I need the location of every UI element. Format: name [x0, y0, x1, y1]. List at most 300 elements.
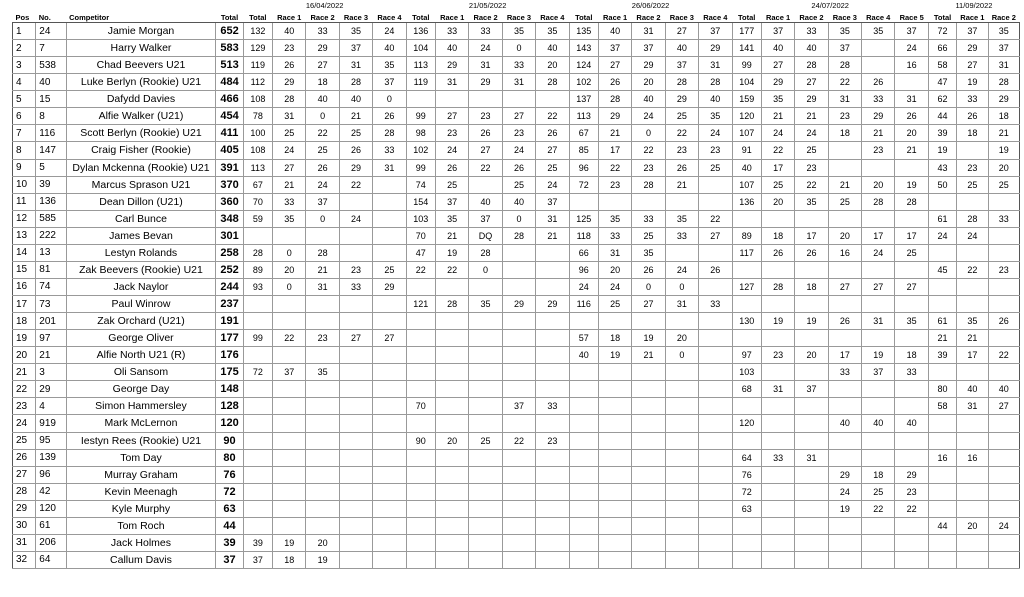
race-cell: 24	[699, 125, 732, 142]
table-row	[13, 398, 1020, 415]
race-cell: 40	[373, 40, 406, 57]
column-header: Race 2	[795, 10, 828, 23]
race-cell	[598, 483, 631, 500]
race-cell: 19	[761, 313, 794, 330]
race-cell	[732, 432, 761, 449]
competitor-cell: Luke Berlyn (Rookie) U21	[66, 74, 216, 91]
race-cell: 40	[732, 159, 761, 176]
table-row	[13, 381, 1020, 398]
race-cell	[339, 449, 372, 466]
number-cell: 29	[36, 381, 66, 398]
race-cell: 47	[406, 244, 435, 261]
table-row	[13, 415, 1020, 432]
total-cell: 90	[216, 432, 243, 449]
race-cell	[273, 483, 306, 500]
race-cell: 40	[957, 381, 988, 398]
race-cell: 21	[306, 261, 339, 278]
race-cell	[406, 91, 435, 108]
race-cell	[928, 500, 956, 517]
race-cell	[862, 381, 895, 398]
race-cell: 24	[632, 108, 665, 125]
race-cell: 72	[928, 23, 956, 40]
table-row	[13, 551, 1020, 568]
race-cell: 23	[665, 142, 698, 159]
race-cell	[435, 278, 468, 295]
race-cell	[569, 551, 598, 568]
race-cell: 0	[502, 210, 535, 227]
race-cell	[435, 313, 468, 330]
race-cell	[339, 296, 372, 313]
race-cell: 17	[957, 347, 988, 364]
number-cell: 73	[36, 296, 66, 313]
race-cell: 61	[928, 210, 956, 227]
race-cell	[828, 330, 861, 347]
race-cell: 31	[373, 159, 406, 176]
race-cell: 63	[732, 500, 761, 517]
race-cell: 28	[306, 244, 339, 261]
column-header: Race 3	[828, 10, 861, 23]
race-cell: 24	[957, 227, 988, 244]
race-cell	[339, 500, 372, 517]
race-cell: 27	[795, 74, 828, 91]
race-cell	[795, 500, 828, 517]
race-cell	[306, 227, 339, 244]
race-cell	[406, 415, 435, 432]
pos-cell: 22	[13, 381, 36, 398]
race-cell	[957, 142, 988, 159]
race-cell	[928, 534, 956, 551]
pos-cell: 24	[13, 415, 36, 432]
race-cell	[536, 261, 569, 278]
race-cell	[435, 91, 468, 108]
race-cell: 70	[406, 227, 435, 244]
race-cell	[502, 364, 535, 381]
race-cell	[502, 381, 535, 398]
race-cell	[406, 483, 435, 500]
race-cell	[795, 330, 828, 347]
total-cell: 348	[216, 210, 243, 227]
race-cell	[957, 551, 988, 568]
race-cell: 27	[632, 296, 665, 313]
race-cell: 37	[243, 551, 272, 568]
race-cell	[828, 142, 861, 159]
race-cell: 25	[306, 142, 339, 159]
race-cell	[502, 483, 535, 500]
race-cell: 24	[536, 176, 569, 193]
race-cell: 22	[469, 159, 502, 176]
table-row	[13, 313, 1020, 330]
race-cell	[306, 517, 339, 534]
race-cell	[632, 551, 665, 568]
competitor-cell: Tom Day	[66, 449, 216, 466]
race-cell	[373, 449, 406, 466]
table-row	[13, 210, 1020, 227]
race-cell: 17	[598, 142, 631, 159]
race-cell: 20	[828, 227, 861, 244]
race-cell	[502, 330, 535, 347]
race-cell: 62	[928, 91, 956, 108]
race-cell	[536, 551, 569, 568]
race-cell	[598, 466, 631, 483]
table-row	[13, 534, 1020, 551]
race-cell	[598, 517, 631, 534]
race-cell: 35	[665, 210, 698, 227]
race-cell: 96	[569, 159, 598, 176]
race-cell: 21	[988, 125, 1019, 142]
race-cell: 27	[699, 227, 732, 244]
race-cell: 108	[243, 91, 272, 108]
race-cell: 17	[761, 159, 794, 176]
race-cell: 23	[502, 125, 535, 142]
race-cell: 29	[469, 74, 502, 91]
race-cell	[761, 261, 794, 278]
race-cell	[339, 398, 372, 415]
race-cell: 29	[761, 74, 794, 91]
race-cell: 20	[957, 517, 988, 534]
race-cell	[761, 551, 794, 568]
race-cell: 19	[632, 330, 665, 347]
race-cell: 33	[795, 23, 828, 40]
race-cell: 22	[632, 142, 665, 159]
race-cell	[435, 364, 468, 381]
race-cell	[795, 210, 828, 227]
race-cell	[502, 415, 535, 432]
race-cell	[598, 534, 631, 551]
race-cell	[502, 449, 535, 466]
race-cell: 74	[406, 176, 435, 193]
race-cell	[339, 347, 372, 364]
race-cell	[795, 483, 828, 500]
race-cell: 25	[598, 296, 631, 313]
race-cell: 20	[895, 125, 928, 142]
race-cell: 22	[665, 125, 698, 142]
race-cell	[502, 313, 535, 330]
column-header: Competitor	[66, 10, 216, 23]
race-cell	[862, 330, 895, 347]
pos-cell: 32	[13, 551, 36, 568]
race-cell: 61	[928, 313, 956, 330]
race-cell	[536, 517, 569, 534]
race-cell: 23	[828, 108, 861, 125]
race-cell: 23	[699, 142, 732, 159]
race-cell: 137	[569, 91, 598, 108]
race-cell: 19	[928, 142, 956, 159]
race-cell: 26	[502, 159, 535, 176]
race-cell: 37	[895, 23, 928, 40]
race-cell: 28	[632, 176, 665, 193]
race-cell	[406, 278, 435, 295]
race-cell	[699, 313, 732, 330]
race-cell: 19	[273, 534, 306, 551]
race-cell: 0	[632, 278, 665, 295]
race-cell	[243, 517, 272, 534]
race-cell	[435, 466, 468, 483]
race-cell: 29	[828, 466, 861, 483]
race-cell	[957, 432, 988, 449]
race-cell: 24	[435, 142, 468, 159]
total-cell: 37	[216, 551, 243, 568]
race-cell: 24	[988, 517, 1019, 534]
race-cell	[828, 210, 861, 227]
number-cell: 40	[36, 74, 66, 91]
race-cell: 47	[928, 74, 956, 91]
race-cell: 27	[957, 57, 988, 74]
race-cell	[598, 449, 631, 466]
race-cell	[862, 261, 895, 278]
pos-cell: 27	[13, 466, 36, 483]
race-cell	[732, 517, 761, 534]
competitor-cell: Carl Bunce	[66, 210, 216, 227]
race-cell: 119	[243, 57, 272, 74]
race-cell	[306, 398, 339, 415]
race-cell: 33	[828, 364, 861, 381]
race-cell	[598, 415, 631, 432]
race-cell	[632, 432, 665, 449]
race-cell: 27	[598, 57, 631, 74]
competitor-cell: Murray Graham	[66, 466, 216, 483]
race-cell: 40	[761, 40, 794, 57]
race-cell: 35	[862, 23, 895, 40]
race-cell	[699, 551, 732, 568]
total-cell: 513	[216, 57, 243, 74]
race-cell: 127	[732, 278, 761, 295]
race-cell: 35	[795, 193, 828, 210]
competitor-cell: Alfie Walker (U21)	[66, 108, 216, 125]
race-cell: 0	[273, 244, 306, 261]
race-cell	[828, 432, 861, 449]
race-cell: 27	[988, 398, 1019, 415]
race-cell: 89	[732, 227, 761, 244]
race-cell	[895, 330, 928, 347]
race-cell: 28	[988, 74, 1019, 91]
race-cell: 78	[243, 108, 272, 125]
race-cell: 0	[306, 210, 339, 227]
number-cell: 222	[36, 227, 66, 244]
race-cell	[761, 466, 794, 483]
race-cell	[957, 483, 988, 500]
race-cell	[406, 449, 435, 466]
race-cell: 24	[273, 142, 306, 159]
race-cell: 27	[469, 142, 502, 159]
race-cell: 16	[895, 57, 928, 74]
race-cell	[665, 449, 698, 466]
race-cell	[598, 381, 631, 398]
race-cell	[732, 398, 761, 415]
race-cell	[569, 193, 598, 210]
race-cell	[957, 500, 988, 517]
column-header: Race 3	[502, 10, 535, 23]
race-cell	[632, 193, 665, 210]
race-cell	[243, 449, 272, 466]
race-cell	[339, 364, 372, 381]
race-cell: 67	[569, 125, 598, 142]
competitor-cell: George Oliver	[66, 330, 216, 347]
race-cell: 25	[699, 159, 732, 176]
race-cell	[469, 347, 502, 364]
race-cell: 26	[632, 261, 665, 278]
race-cell	[243, 381, 272, 398]
race-cell	[339, 415, 372, 432]
race-cell	[732, 330, 761, 347]
race-cell	[828, 517, 861, 534]
race-cell	[895, 261, 928, 278]
race-cell: 113	[406, 57, 435, 74]
number-cell: 7	[36, 40, 66, 57]
race-cell: 93	[243, 278, 272, 295]
race-cell: 20	[536, 57, 569, 74]
race-cell: 28	[243, 244, 272, 261]
race-cell	[569, 483, 598, 500]
race-cell: 90	[406, 432, 435, 449]
race-cell	[502, 347, 535, 364]
race-cell	[632, 381, 665, 398]
race-cell: DQ	[469, 227, 502, 244]
race-cell	[469, 415, 502, 432]
race-cell	[502, 500, 535, 517]
race-cell	[632, 534, 665, 551]
race-cell	[406, 381, 435, 398]
race-cell	[469, 500, 502, 517]
race-cell: 25	[469, 432, 502, 449]
race-cell: 16	[928, 449, 956, 466]
race-cell: 17	[862, 227, 895, 244]
race-cell	[502, 466, 535, 483]
race-cell: 19	[862, 347, 895, 364]
number-cell: 919	[36, 415, 66, 432]
race-cell: 143	[569, 40, 598, 57]
race-cell: 31	[988, 57, 1019, 74]
total-cell: 411	[216, 125, 243, 142]
race-cell: 28	[665, 74, 698, 91]
race-cell	[665, 466, 698, 483]
race-cell	[536, 500, 569, 517]
race-cell: 31	[598, 244, 631, 261]
column-header: Race 5	[895, 10, 928, 23]
race-cell: 24	[895, 40, 928, 57]
race-cell	[699, 483, 732, 500]
race-cell	[536, 91, 569, 108]
race-cell: 28	[862, 193, 895, 210]
race-cell: 40	[536, 40, 569, 57]
race-cell: 31	[895, 91, 928, 108]
race-cell: 98	[406, 125, 435, 142]
race-cell: 25	[339, 125, 372, 142]
race-cell	[406, 364, 435, 381]
race-cell: 35	[988, 23, 1019, 40]
race-cell	[895, 381, 928, 398]
race-cell	[988, 534, 1019, 551]
race-cell	[598, 313, 631, 330]
total-cell: 44	[216, 517, 243, 534]
race-cell: 35	[957, 313, 988, 330]
race-cell	[243, 500, 272, 517]
race-cell	[928, 551, 956, 568]
race-cell	[699, 466, 732, 483]
race-cell: 19	[828, 500, 861, 517]
race-cell: 136	[406, 23, 435, 40]
race-cell: 35	[699, 108, 732, 125]
total-cell: 405	[216, 142, 243, 159]
race-cell: 35	[339, 23, 372, 40]
race-cell	[732, 210, 761, 227]
race-cell	[373, 398, 406, 415]
race-cell: 31	[828, 91, 861, 108]
race-cell	[536, 466, 569, 483]
race-cell	[988, 449, 1019, 466]
race-cell	[761, 483, 794, 500]
race-cell: 57	[569, 330, 598, 347]
race-cell	[306, 466, 339, 483]
race-cell	[988, 227, 1019, 244]
pos-cell: 29	[13, 500, 36, 517]
race-cell: 39	[243, 534, 272, 551]
total-cell: 583	[216, 40, 243, 57]
race-cell: 103	[732, 364, 761, 381]
race-cell	[569, 381, 598, 398]
race-cell	[273, 347, 306, 364]
competitor-cell: Paul Winrow	[66, 296, 216, 313]
competitor-cell: Zak Beevers (Rookie) U21	[66, 261, 216, 278]
table-row	[13, 23, 1020, 40]
race-cell: 26	[306, 159, 339, 176]
race-cell	[373, 347, 406, 364]
race-cell: 22	[957, 261, 988, 278]
race-cell: 97	[732, 347, 761, 364]
race-cell	[988, 244, 1019, 261]
race-cell: 18	[895, 347, 928, 364]
race-cell: 50	[928, 176, 956, 193]
race-cell	[469, 551, 502, 568]
race-cell: 37	[435, 193, 468, 210]
table-row	[13, 142, 1020, 159]
race-cell	[243, 466, 272, 483]
race-cell: 26	[665, 159, 698, 176]
race-cell: 0	[632, 125, 665, 142]
race-cell	[469, 398, 502, 415]
race-cell: 18	[795, 278, 828, 295]
race-cell	[569, 449, 598, 466]
race-cell: 20	[598, 261, 631, 278]
race-cell: 96	[569, 261, 598, 278]
race-cell: 21	[435, 227, 468, 244]
race-cell: 27	[373, 330, 406, 347]
total-cell: 175	[216, 364, 243, 381]
race-cell: 19	[306, 551, 339, 568]
race-cell	[435, 534, 468, 551]
race-cell: 22	[795, 176, 828, 193]
race-cell	[435, 398, 468, 415]
race-cell: 0	[373, 91, 406, 108]
table-row	[13, 91, 1020, 108]
race-cell: 20	[795, 347, 828, 364]
race-cell	[699, 381, 732, 398]
race-cell	[598, 193, 631, 210]
column-header: Race 2	[632, 10, 665, 23]
race-cell	[273, 313, 306, 330]
race-cell: 19	[435, 244, 468, 261]
race-cell: 29	[632, 57, 665, 74]
race-cell: 28	[699, 74, 732, 91]
race-cell: 99	[406, 108, 435, 125]
number-cell: 61	[36, 517, 66, 534]
number-cell: 147	[36, 142, 66, 159]
race-cell: 68	[732, 381, 761, 398]
race-cell	[632, 449, 665, 466]
race-cell: 37	[632, 40, 665, 57]
race-cell	[339, 244, 372, 261]
race-cell: 26	[761, 244, 794, 261]
race-cell: 31	[469, 57, 502, 74]
